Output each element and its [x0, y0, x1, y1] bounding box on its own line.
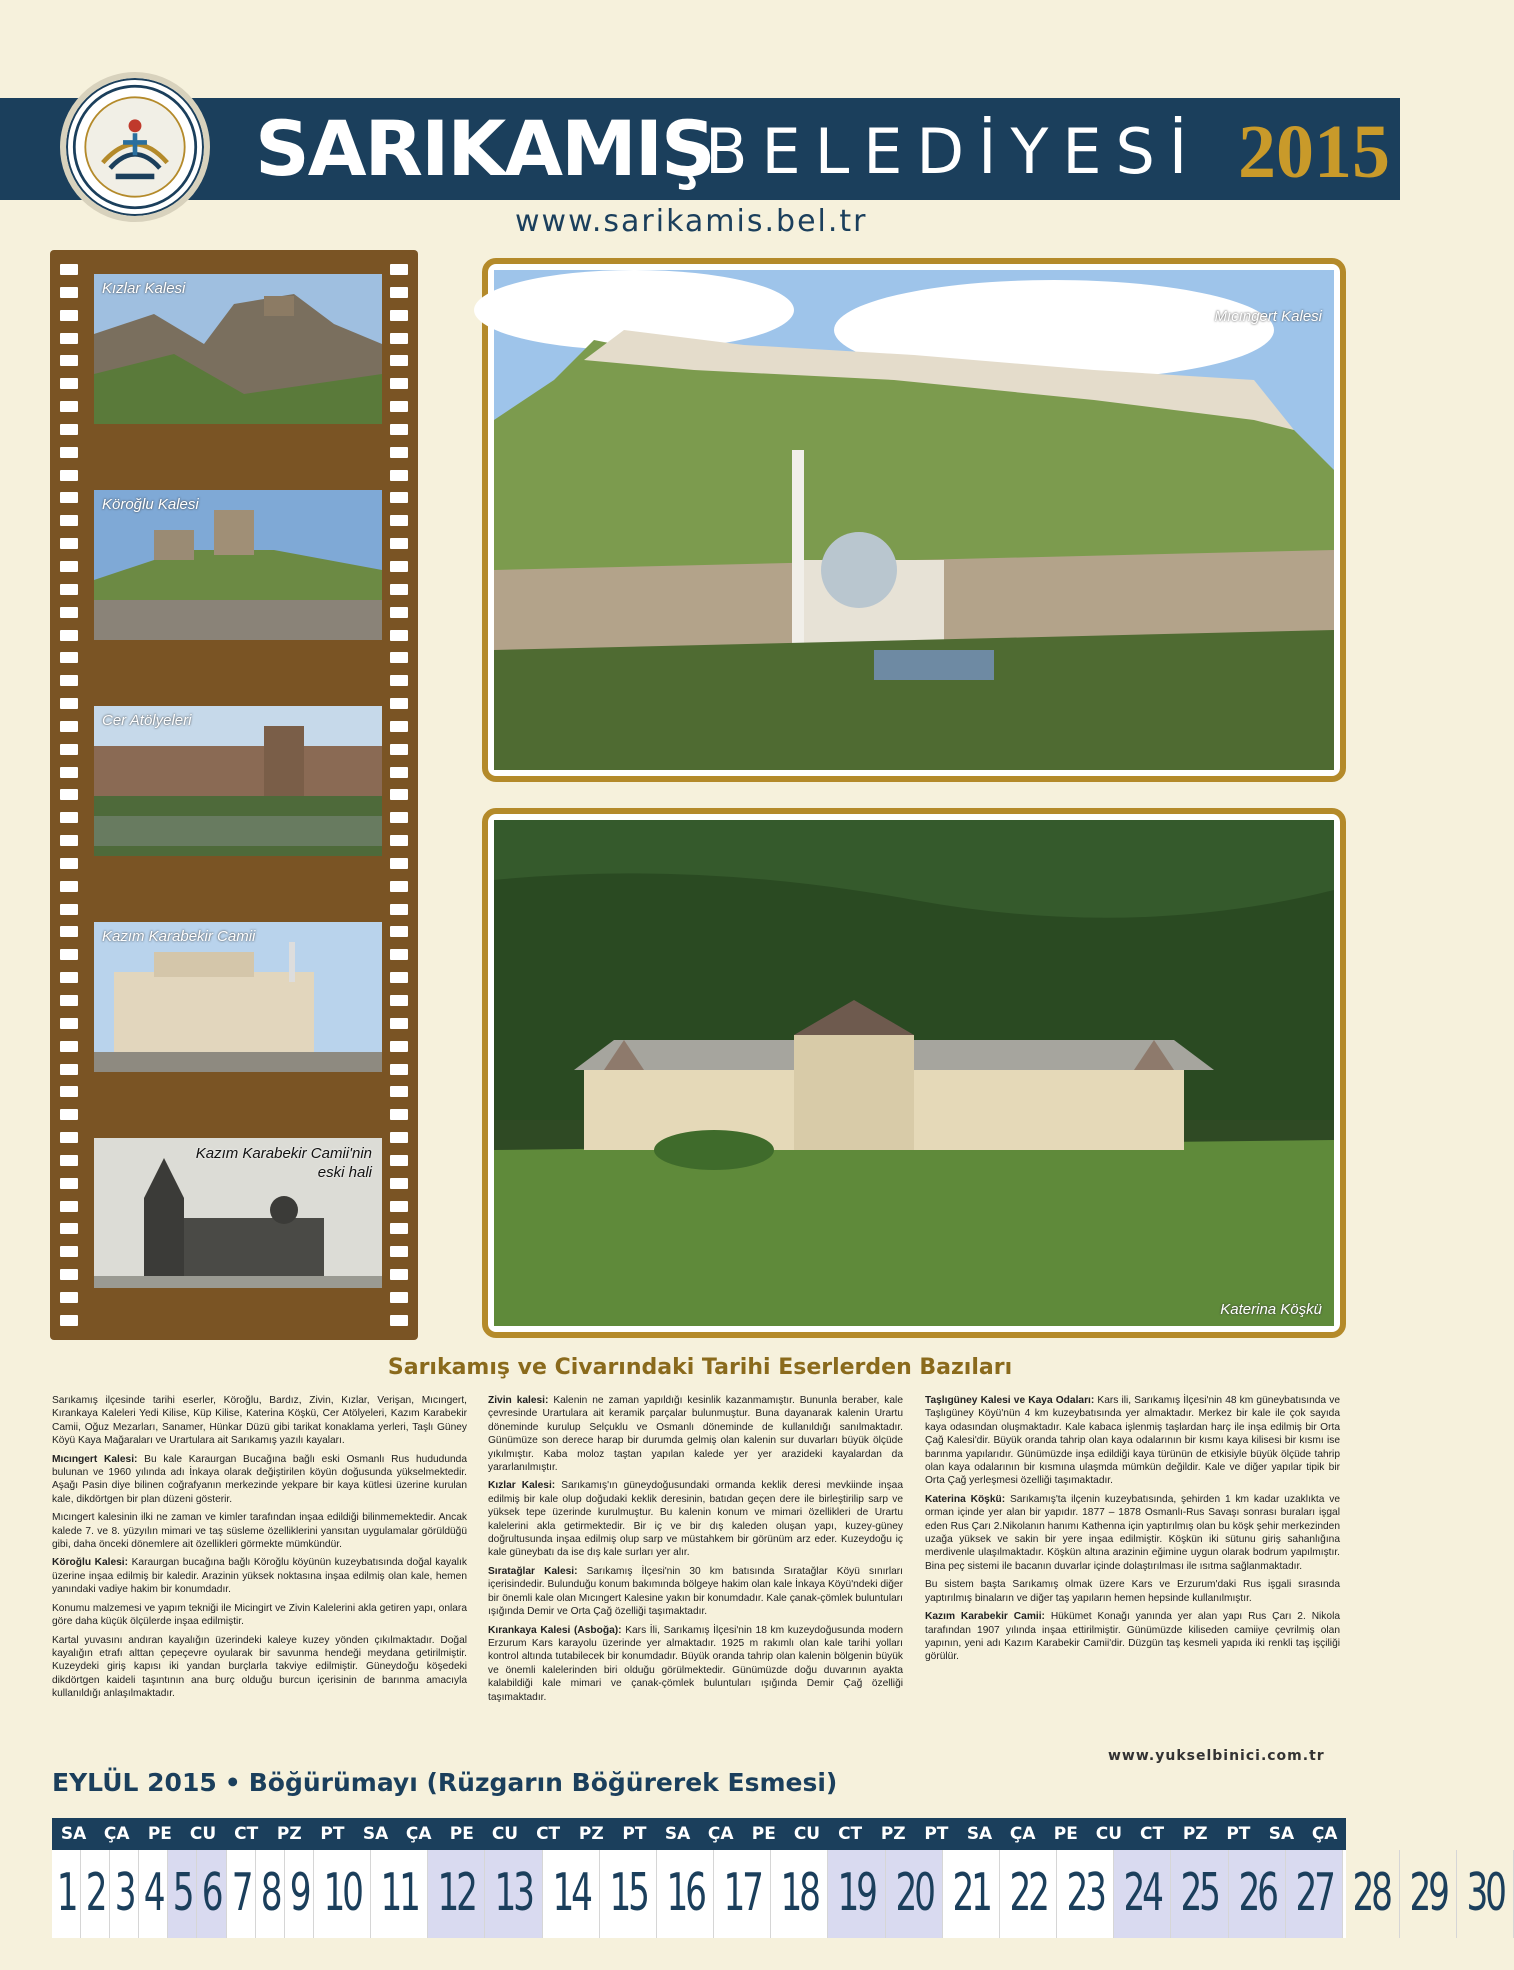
calendar-day: 21 [943, 1850, 1000, 1938]
paragraph: Katerina Köşkü: Sarıkamış'ta ilçenin kuzeybatısında, şehirden 1 km kadar uzaklıkta ve orman içinde yer alan bir yapıdır. 1877 – 1878 Osmanlı-Rus Savaşı sonrası buraları işgal eden Rus Çarı 2.Nikolanın hanımı Kathenna için yaptırılmış olan bu köşk şehir merkezinden uzağa yüksek ve sakin bir yere inşaa edilmiştir. Köşkün iki sütunu giriş sahanlığına merdivenle ulaşılmaktadır. Köşkün altına arazinin eğimine uygun olarak bodrum yapılmıştır. Bina peç sistemi ile bacanın duvarlar içinde dolaştırılması ile ısıtma sağlanmaktadır. [925, 1493, 1341, 1572]
calendar-day: 28 [1343, 1850, 1400, 1938]
month-line [52, 1768, 837, 1797]
calendar-weekday: SA [362, 1824, 389, 1844]
calendar-weekday: CT [1140, 1824, 1165, 1844]
calendar-day: 20 [886, 1850, 943, 1938]
calendar-day: 11 [371, 1850, 428, 1938]
paragraph: Sarıkamış ilçesinde tarihi eserler, Köroğlu, Bardız, Zivin, Kızlar, Verişan, Mıcıngert, Kırankaya Kaleleri Yedi Kilise, Küp Kilise, Katerina Köşkü, Cer Atölyeleri, Kazım Karabekir Camii, Oğuz Mezarları, Sanamer, Hünkar Düzü gibi tarikat konaklama yerleri, Taşlı Güney Köyü Kaya Mağaraları ve Urartulara ait Sarıkamış yazılı kayaları. [52, 1395, 467, 1447]
calendar-day: 3 [110, 1850, 139, 1938]
calendar-day: 7 [227, 1850, 256, 1938]
photo-micingert-kalesi [482, 258, 1346, 782]
calendar-weekday: PE [1053, 1824, 1078, 1844]
calendar-weekday: PE [751, 1824, 776, 1844]
calendar-weekday: PT [924, 1824, 949, 1844]
text-column-3 [925, 1394, 1340, 1669]
photo-katerina-koskü [482, 808, 1346, 1338]
calendar-weekday: CU [189, 1824, 217, 1844]
film-strip [50, 250, 418, 1340]
caption-micingert-kalesi: Mıcıngert Kalesi [1214, 308, 1322, 325]
month-event: Böğürümayı (Rüzgarın Böğürerek Esmesi) [248, 1768, 838, 1797]
calendar-day: 13 [485, 1850, 542, 1938]
calendar [52, 1818, 1504, 1938]
caption-cer-atolyeleri: Cer Atölyeleri [102, 712, 192, 729]
paragraph: Köroğlu Kalesi: Karaurgan bucağına bağlı Köroğlu köyünün kuzeybatısında doğal kayalık üzerine inşaa edilmiş bir kaledir. Arazinin yüksek noktasına inşaa edilmiş olan kale, hemen yanındaki vadiye hakim bir konumdadır. [52, 1557, 467, 1596]
calendar-weekday: ÇA [707, 1824, 734, 1844]
paragraph: Kızlar Kalesi: Sarıkamış'ın güneydoğusundaki ormanda keklik deresi mevkiinde inşaa edilmiş bir kale olup doğudaki keklik deresinin, batıdan geçen dere ile birleştirilip sarp ve yüksek tepe üzerinde kurulmuştur. Bu kalenin konum ve mimari özellikleri de Urartu kalelerini akla getirmektedir. Bir iç ve bir dış kaleden oluşan yapı, kuzey-güney doğrultusunda inşaa edilmiş olup sarp ve müstahkem bir görünüm arz eder. Kuzeydoğu iç kale güneybatı da ise dış kale surları yer alır. [488, 1480, 903, 1559]
calendar-day: 6 [197, 1850, 226, 1938]
calendar-weekday: CU [793, 1824, 821, 1844]
brand-title: SARIKAMIŞ [255, 104, 714, 193]
caption-kazim-karabekir-camii: Kazım Karabekir Camii [102, 928, 256, 945]
website: www.sarikamis.bel.tr [515, 204, 868, 239]
month-name: EYLÜL 2015 [52, 1768, 217, 1797]
calendar-day: 1 [52, 1850, 81, 1938]
film-photo-koroglu-kalesi [94, 490, 382, 640]
paragraph: Kartal yuvasını andıran kayalığın üzerindeki kaleye kuzey yönden çıkılmaktadır. Doğal kayalığın etrafı alttan çepeçevre oyularak bir savunma hendeği meydana getirilmiştir. Kuzeydeki giriş kapısı iki yandan burçlarla takviye edilmiştir. Güneydoğu köşedeki dikdörtgen kaideli taşıntının ana burç olduğu burcun içerisinin de barınma amacıyla kullanıldığı anlaşılmaktadır. [52, 1634, 467, 1700]
calendar-day: 29 [1400, 1850, 1457, 1938]
calendar-weekday: ÇA [1311, 1824, 1338, 1844]
calendar-weekday: SA [1268, 1824, 1295, 1844]
calendar-weekday: PZ [578, 1824, 604, 1844]
caption-kizlar-kalesi: Kızlar Kalesi [102, 280, 186, 297]
section-title: Sarıkamış ve Civarındaki Tarihi Eserlerden Bazıları [387, 1355, 1013, 1380]
paragraph: Mıcıngert Kalesi: Bu kale Karaurgan Bucağına bağlı eski Osmanlı Rus hududunda bulunan ve 1960 yılında adı İnkaya olarak değiştirilen köyün doğusunda yükselmektedir. Aşağı Pasin diye bilinen coğrafyanın merkezinde yekpare bir kaya kütlesi üzerine kurulan kale, dikdörtgen bir plan düzeni gösterir. [52, 1453, 467, 1505]
caption-kazim-karabekir-camii-old: Kazım Karabekir Camii'nin eski hali [195, 1145, 372, 1181]
brand-subtitle: BELEDİYESİ [705, 115, 1202, 188]
calendar-day: 4 [139, 1850, 168, 1938]
calendar-day: 26 [1229, 1850, 1286, 1938]
calendar-weekday: PZ [1182, 1824, 1208, 1844]
calendar-weekday: CT [536, 1824, 561, 1844]
calendar-day: 5 [168, 1850, 197, 1938]
calendar-day: 23 [1057, 1850, 1114, 1938]
caption-katerina-koskü: Katerina Köşkü [1220, 1301, 1322, 1318]
calendar-weekday: SA [60, 1824, 87, 1844]
calendar-day: 25 [1171, 1850, 1228, 1938]
calendar-day: 9 [285, 1850, 314, 1938]
calendar-weekday: ÇA [103, 1824, 130, 1844]
paragraph: Zivin kalesi: Kalenin ne zaman yapıldığı kesinlik kazanmamıştır. Bununla beraber, kale çevresinde Urartulara ait keramik parçalar bulunmuştur. Buna dayanarak kalenin Urartu döneminde kurulup Selçuklu ve Osmanlı döneminde de kullanıldığı sanılmaktadır. Günümüze son derece harap bir durumda gelmiş olan kalenin sur duvarları büyük ölçüde yıkılmıştır. Kaba moloz taştan yapılan kalede yer yer arazideki kayalardan da yararlanılmıştır. [488, 1395, 903, 1474]
paragraph: Taşlıgüney Kalesi ve Kaya Odaları: Kars ili, Sarıkamış İlçesi'nin 48 km güneybatısında ve Taşlıgüney Köyü'nün 4 km kuzeybatısında yer almaktadır. Merkez bir kale ile çok sayıda kaya odasından oluşmaktadır. Kale kabaca işlenmiş taşlardan harç ile inşa edilmiş bir Orta Çağ Kalesi'dir. Büyük oranda tahrip olan kaya odalarının bir kısmı kaya kilisesi bir kısmı ise barınma yapılarıdır. Günümüzde inşa edildiği kaya türünün de etkisiyle büyük ölçüde tahrip olan kaya odalarının bir kısmına ulaşmda mümkün değildir. Kale ve diğer yapılar tipik bir Orta Çağ yerleşmesi özelliği taşımaktadır. [925, 1395, 1340, 1487]
calendar-weekday: ÇA [405, 1824, 432, 1844]
calendar-day: 17 [714, 1850, 771, 1938]
calendar-weekday: CT [234, 1824, 259, 1844]
calendar-day: 14 [543, 1850, 600, 1938]
film-holes-right [390, 264, 408, 1326]
calendar-weekday: PE [147, 1824, 172, 1844]
calendar-weekday: PT [622, 1824, 647, 1844]
micingert-landscape [494, 270, 1334, 770]
film-photo-kazim-karabekir-camii-old [94, 1138, 382, 1288]
film-photo-cer-atolyeleri [94, 706, 382, 856]
calendar-weekday: PT [320, 1824, 345, 1844]
text-column-1 [52, 1394, 467, 1706]
paragraph: Kazım Karabekir Camii: Hükümet Konağı yanında yer alan yapı Rus Çarı 2. Nikola tarafından 1907 yılında inşaa ettirilmiştir. Günümüzde kiliseden camiiye çevrilmiş olan yapının, yeni adı Kazım Karabekir Camii'dir. Düzgün taş kesmeli yapıda iki renkli taş işçiliği görülür. [925, 1611, 1340, 1663]
calendar-day: 24 [1114, 1850, 1171, 1938]
film-photo-kazim-karabekir-camii [94, 922, 382, 1072]
paragraph: Konumu malzemesi ve yapım tekniği ile Micingirt ve Zivin Kalelerini akla getiren yapı, onlara göre daha küçük ölçülerde inşaa edilmiştir. [52, 1602, 467, 1628]
calendar-weekday: CU [491, 1824, 519, 1844]
calendar-day: 2 [81, 1850, 110, 1938]
calendar-weekday: PE [449, 1824, 474, 1844]
calendar-weekday-row [52, 1818, 1346, 1850]
calendar-weekday: PT [1226, 1824, 1251, 1844]
calendar-day: 30 [1457, 1850, 1514, 1938]
caption-koroglu-kalesi: Köroğlu Kalesi [102, 496, 199, 513]
calendar-weekday: SA [664, 1824, 691, 1844]
calendar-day: 16 [657, 1850, 714, 1938]
calendar-weekday: ÇA [1009, 1824, 1036, 1844]
calendar-day: 10 [314, 1850, 371, 1938]
paragraph: Mıcıngert kalesinin ilki ne zaman ve kimler tarafından inşaa edildiği bilinmemektedir. Ancak kalede 7. ve 8. yüzyılın mimari ve taş süsleme özelliklerini yansıtan uygulamalar görüldüğü gibi, daha önceki dönemlere ait özellikleri görmekte mümkündür. [52, 1512, 467, 1551]
separator: • [224, 1768, 241, 1797]
calendar-weekday: PZ [880, 1824, 906, 1844]
paragraph: Kırankaya Kalesi (Asboğa): Kars İli, Sarıkamış İlçesi'nin 18 km kuzeydoğusunda modern Erzurum Kars karayolu üzerinde yer almaktadır. 1925 m rakımlı olan kale tarihi yolları kontrol altında tutabilecek bir konumdadır. Büyük oranda tahrip olan kalenin bölgenin büyük ve önemli kalelerinden biri olduğu görülmektedir. Günümüzde doğu duvarının ayakta kalabildiği kale mimari ve çanak-çömlek buluntuları ışığında Demir Çağ özelliği taşımaktadır. [488, 1624, 903, 1703]
paragraph: Sıratağlar Kalesi: Sarıkamış İlçesi'nin 30 km batısında Sıratağlar Köyü sınırları içerisindedir. Bulunduğu konum bakımında bölgeye hakim olan kale İnkaya Köyü'ndeki diğer bir önemli kale olan Mıcıngert Kalesine yakın bir konumdadır. Kale çanak-çömlek buluntuları ışığında Demir ve Orta Çağ özelliği taşımaktadır. [488, 1565, 903, 1618]
paragraph: Bu sistem başta Sarıkamış olmak üzere Kars ve Erzurum'daki Rus işgali sırasında yaptırılmış binaların ve diğer taş yapıların hemen hepsinde kullanılmıştır. [925, 1579, 1340, 1604]
credit-website: www.yukselbinici.com.tr [1108, 1748, 1325, 1764]
calendar-day: 22 [1000, 1850, 1057, 1938]
calendar-day-row [52, 1850, 1504, 1938]
calendar-day: 15 [600, 1850, 657, 1938]
calendar-weekday: CT [838, 1824, 863, 1844]
calendar-weekday: PZ [276, 1824, 302, 1844]
katerina-landscape [494, 820, 1334, 1326]
calendar-weekday: CU [1095, 1824, 1123, 1844]
calendar-weekday: SA [966, 1824, 993, 1844]
calendar-day: 8 [256, 1850, 285, 1938]
year: 2015 [1238, 110, 1390, 194]
film-photo-kizlar-kalesi [94, 274, 382, 424]
film-holes-left [60, 264, 78, 1326]
calendar-day: 27 [1286, 1850, 1343, 1938]
municipality-logo [60, 72, 210, 222]
calendar-day: 19 [828, 1850, 885, 1938]
calendar-day: 12 [428, 1850, 485, 1938]
calendar-day: 18 [771, 1850, 828, 1938]
text-column-2 [488, 1394, 903, 1709]
